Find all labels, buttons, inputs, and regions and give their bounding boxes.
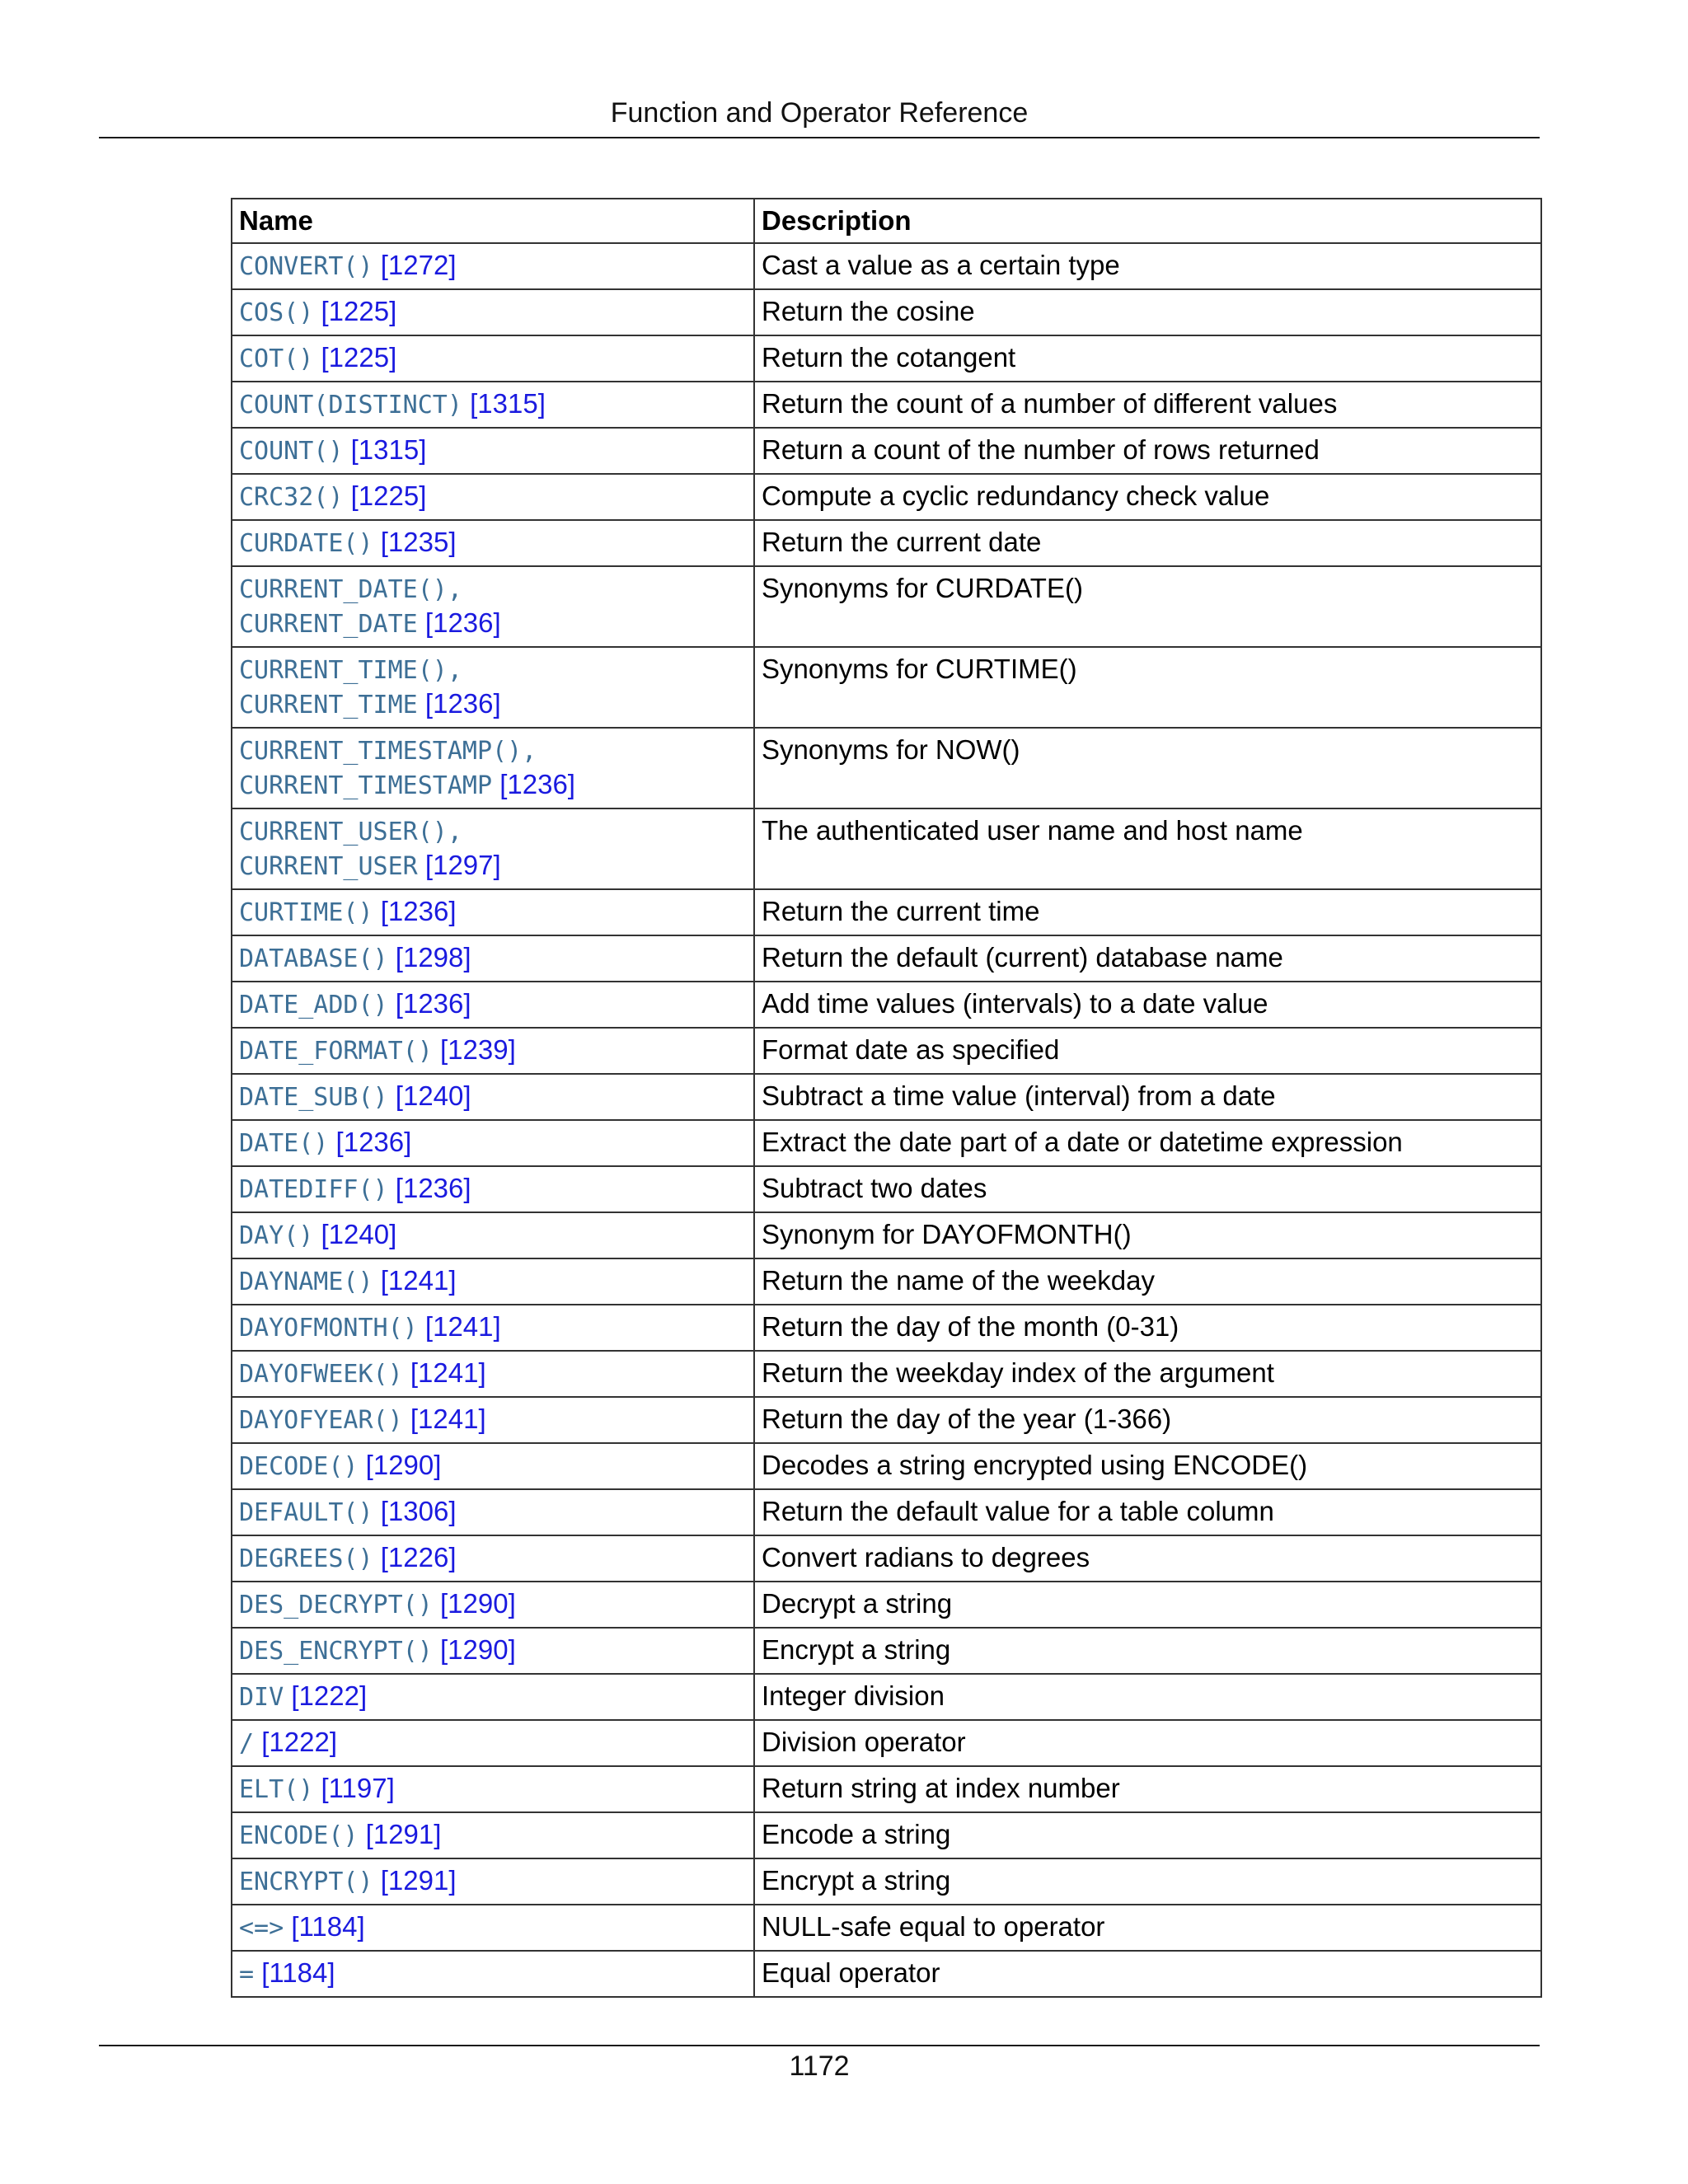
table-row <box>232 1535 1541 1582</box>
function-name-link[interactable]: CURTIME() <box>239 898 373 927</box>
page-header: Function and Operator Reference <box>610 97 1029 129</box>
description-cell: Return the default (current) database name <box>754 935 1541 982</box>
table-row <box>232 1766 1541 1812</box>
table-row <box>232 808 1541 889</box>
description-cell: Decodes a string encrypted using ENCODE() <box>754 1443 1541 1489</box>
function-name-cell <box>232 382 754 428</box>
description-cell: Encrypt a string <box>754 1628 1541 1674</box>
table-row <box>232 1443 1541 1489</box>
function-name-link[interactable]: DATE_FORMAT() <box>239 1037 433 1066</box>
function-reference-table <box>231 198 1542 1998</box>
description-cell: Return the weekday index of the argument <box>754 1351 1541 1397</box>
function-name-cell <box>232 982 754 1028</box>
table-row <box>232 335 1541 382</box>
description-cell: NULL-safe equal to operator <box>754 1905 1541 1951</box>
description-cell: Extract the date part of a date or datetime expression <box>754 1120 1541 1166</box>
description-cell: Return the default value for a table column <box>754 1489 1541 1535</box>
description-cell: Synonyms for CURTIME() <box>754 647 1541 728</box>
table-row <box>232 243 1541 289</box>
function-name-link[interactable]: DAYOFWEEK() <box>239 1360 403 1389</box>
page-reference-link[interactable]: [1241] <box>410 1357 486 1388</box>
column-header-name: Name <box>232 199 754 243</box>
page-reference-link[interactable]: [1236] <box>335 1127 412 1157</box>
table-row <box>232 1489 1541 1535</box>
page-reference-link[interactable]: [1290] <box>439 1588 516 1619</box>
function-name-link[interactable]: ENCODE() <box>239 1821 359 1850</box>
function-name-cell <box>232 728 754 808</box>
page-reference-link[interactable]: [1225] <box>321 296 397 326</box>
table-row <box>232 520 1541 566</box>
table-row <box>232 1720 1541 1766</box>
function-name-link[interactable]: ENCRYPT() <box>239 1868 373 1896</box>
description-cell: Synonym for DAYOFMONTH() <box>754 1212 1541 1258</box>
description-cell: Encrypt a string <box>754 1858 1541 1905</box>
table-row <box>232 889 1541 935</box>
page-reference-link[interactable]: [1197] <box>321 1773 395 1803</box>
page-reference-link[interactable]: [1241] <box>410 1404 486 1434</box>
function-name-alt-link[interactable]: CURRENT_TIME <box>239 691 418 719</box>
function-name-cell <box>232 1074 754 1120</box>
description-cell: Convert radians to degrees <box>754 1535 1541 1582</box>
function-name-link[interactable]: DES_DECRYPT() <box>239 1591 433 1619</box>
function-name-link[interactable]: DES_ENCRYPT() <box>239 1637 433 1666</box>
function-name-link[interactable]: DEGREES() <box>239 1544 373 1573</box>
page-reference-link[interactable]: [1239] <box>439 1034 516 1065</box>
description-cell: Return the current date <box>754 520 1541 566</box>
table-row <box>232 1951 1541 1997</box>
function-name-alt-link[interactable]: CURRENT_TIMESTAMP <box>239 771 493 800</box>
function-name-cell <box>232 889 754 935</box>
function-name-cell <box>232 808 754 889</box>
function-name-cell <box>232 1258 754 1305</box>
function-name-cell <box>232 474 754 520</box>
function-name-cell <box>232 1535 754 1582</box>
table-row <box>232 382 1541 428</box>
page-reference-link[interactable]: [1236] <box>380 896 457 926</box>
function-name-link[interactable]: DAYOFYEAR() <box>239 1406 403 1435</box>
function-name-cell <box>232 1489 754 1535</box>
description-cell: Add time values (intervals) to a date value <box>754 982 1541 1028</box>
description-cell: Integer division <box>754 1674 1541 1720</box>
function-name-cell <box>232 1028 754 1074</box>
table-row <box>232 1351 1541 1397</box>
function-name-link[interactable]: CONVERT() <box>239 252 373 281</box>
page-reference-link[interactable]: [1241] <box>424 1311 501 1342</box>
function-name-cell <box>232 1166 754 1212</box>
description-cell: Subtract a time value (interval) from a date <box>754 1074 1541 1120</box>
description-cell: Return string at index number <box>754 1766 1541 1812</box>
page-reference-link[interactable]: [1315] <box>470 388 546 419</box>
function-name-link[interactable]: DIV <box>239 1683 284 1712</box>
page-reference-link[interactable]: [1236] <box>499 769 575 799</box>
description-cell: Synonyms for NOW() <box>754 728 1541 808</box>
page-number: 1172 <box>789 2050 850 2082</box>
page-reference-link[interactable]: [1240] <box>395 1080 471 1111</box>
page-reference-link[interactable]: [1222] <box>261 1727 337 1757</box>
function-name-link[interactable]: CURRENT_TIME(), <box>239 656 462 685</box>
description-cell: Return the day of the year (1-366) <box>754 1397 1541 1443</box>
page-reference-link[interactable]: [1222] <box>291 1680 368 1711</box>
table-row <box>232 474 1541 520</box>
function-name-link[interactable]: DAYNAME() <box>239 1268 373 1296</box>
page-reference-link[interactable]: [1272] <box>380 250 457 280</box>
function-name-cell <box>232 566 754 647</box>
table-body <box>232 243 1541 1997</box>
header-rule <box>99 137 1540 138</box>
table-row <box>232 1212 1541 1258</box>
function-name-cell <box>232 428 754 474</box>
description-cell: Return the cosine <box>754 289 1541 335</box>
table-row <box>232 1812 1541 1858</box>
function-name-cell <box>232 1397 754 1443</box>
page-reference-link[interactable]: [1225] <box>321 342 397 373</box>
page-reference-link[interactable]: [1291] <box>365 1819 442 1849</box>
description-cell: Subtract two dates <box>754 1166 1541 1212</box>
table-row <box>232 1628 1541 1674</box>
table-row <box>232 1674 1541 1720</box>
function-name-cell <box>232 1858 754 1905</box>
page-reference-link[interactable]: [1235] <box>380 527 457 557</box>
function-name-link[interactable]: DATEDIFF() <box>239 1175 388 1204</box>
footer-rule <box>99 2045 1540 2046</box>
table-row <box>232 566 1541 647</box>
page-reference-link[interactable]: [1241] <box>380 1265 457 1296</box>
description-cell: Format date as specified <box>754 1028 1541 1074</box>
function-name-link[interactable]: COT() <box>239 344 314 373</box>
function-name-link[interactable]: DAY() <box>239 1221 314 1250</box>
function-name-link[interactable]: CURRENT_TIMESTAMP(), <box>239 737 537 766</box>
page-reference-link[interactable]: [1236] <box>395 1173 471 1203</box>
description-cell: The authenticated user name and host name <box>754 808 1541 889</box>
table-row <box>232 1905 1541 1951</box>
function-name-link[interactable]: = <box>239 1960 255 1989</box>
table-row <box>232 289 1541 335</box>
table-row <box>232 1074 1541 1120</box>
page-reference-link[interactable]: [1236] <box>424 607 501 638</box>
function-name-link[interactable]: ELT() <box>239 1775 314 1804</box>
function-name-link[interactable]: CURRENT_DATE(), <box>239 575 462 604</box>
function-name-link[interactable]: COUNT() <box>239 437 344 466</box>
function-name-cell <box>232 1905 754 1951</box>
function-name-cell <box>232 335 754 382</box>
table-row <box>232 1305 1541 1351</box>
table-row <box>232 1028 1541 1074</box>
table-row <box>232 1858 1541 1905</box>
function-name-link[interactable]: <=> <box>239 1914 284 1943</box>
function-name-link[interactable]: / <box>239 1729 255 1758</box>
description-cell: Return the cotangent <box>754 335 1541 382</box>
page-reference-link[interactable]: [1225] <box>350 480 427 511</box>
page-reference-link[interactable]: [1297] <box>424 850 501 880</box>
function-name-cell <box>232 1443 754 1489</box>
table-row <box>232 1582 1541 1628</box>
page-reference-link[interactable]: [1315] <box>350 434 427 465</box>
function-name-cell <box>232 1120 754 1166</box>
table-row <box>232 982 1541 1028</box>
function-name-cell <box>232 1674 754 1720</box>
description-cell: Synonyms for CURDATE() <box>754 566 1541 647</box>
function-name-cell <box>232 935 754 982</box>
table-row <box>232 428 1541 474</box>
page-reference-link[interactable]: [1184] <box>291 1911 365 1942</box>
description-cell: Encode a string <box>754 1812 1541 1858</box>
table-row <box>232 1397 1541 1443</box>
page-reference-link[interactable]: [1236] <box>424 688 501 719</box>
page-reference-link[interactable]: [1236] <box>395 988 471 1019</box>
description-cell: Return the current time <box>754 889 1541 935</box>
function-name-cell <box>232 1766 754 1812</box>
function-name-link[interactable]: CRC32() <box>239 483 344 512</box>
description-cell: Decrypt a string <box>754 1582 1541 1628</box>
page-reference-link[interactable]: [1291] <box>380 1865 457 1896</box>
function-name-cell <box>232 1628 754 1674</box>
page-reference-link[interactable]: [1184] <box>261 1957 335 1988</box>
function-name-cell <box>232 1812 754 1858</box>
description-cell: Compute a cyclic redundancy check value <box>754 474 1541 520</box>
table-header-row <box>232 199 1541 243</box>
column-header-description: Description <box>754 199 1541 243</box>
function-name-link[interactable]: DEFAULT() <box>239 1498 373 1527</box>
function-name-cell <box>232 1212 754 1258</box>
function-name-link[interactable]: CURRENT_USER(), <box>239 818 462 846</box>
function-name-link[interactable]: DAYOFMONTH() <box>239 1314 418 1343</box>
function-name-alt-link[interactable]: CURRENT_USER <box>239 852 418 881</box>
function-name-link[interactable]: DATE_ADD() <box>239 991 388 1019</box>
function-name-alt-link[interactable]: CURRENT_DATE <box>239 610 418 639</box>
description-cell: Equal operator <box>754 1951 1541 1997</box>
function-name-link[interactable]: COUNT(DISTINCT) <box>239 391 462 419</box>
function-name-cell <box>232 1351 754 1397</box>
function-name-cell <box>232 1720 754 1766</box>
page-reference-link[interactable]: [1290] <box>439 1634 516 1665</box>
table-row <box>232 1120 1541 1166</box>
function-name-link[interactable]: CURDATE() <box>239 529 373 558</box>
description-cell: Return the day of the month (0-31) <box>754 1305 1541 1351</box>
description-cell: Return a count of the number of rows returned <box>754 428 1541 474</box>
description-cell: Return the name of the weekday <box>754 1258 1541 1305</box>
page-reference-link[interactable]: [1298] <box>395 942 471 972</box>
function-name-link[interactable]: DATE_SUB() <box>239 1083 388 1112</box>
function-name-link[interactable]: DATE() <box>239 1129 329 1158</box>
page-reference-link[interactable]: [1306] <box>380 1496 457 1526</box>
table-row <box>232 728 1541 808</box>
table-row <box>232 1258 1541 1305</box>
table-row <box>232 1166 1541 1212</box>
function-name-cell <box>232 647 754 728</box>
description-cell: Cast a value as a certain type <box>754 243 1541 289</box>
description-cell: Division operator <box>754 1720 1541 1766</box>
function-name-link[interactable]: COS() <box>239 298 314 327</box>
function-name-cell <box>232 243 754 289</box>
table-row <box>232 935 1541 982</box>
page-reference-link[interactable]: [1240] <box>321 1219 397 1249</box>
page-reference-link[interactable]: [1290] <box>365 1450 442 1480</box>
function-name-cell <box>232 520 754 566</box>
function-name-cell <box>232 1951 754 1997</box>
function-name-link[interactable]: DECODE() <box>239 1452 359 1481</box>
function-name-cell <box>232 1582 754 1628</box>
function-name-cell <box>232 289 754 335</box>
description-cell: Return the count of a number of different values <box>754 382 1541 428</box>
table-row <box>232 647 1541 728</box>
function-name-link[interactable]: DATABASE() <box>239 944 388 973</box>
page-reference-link[interactable]: [1226] <box>380 1542 457 1572</box>
function-name-cell <box>232 1305 754 1351</box>
